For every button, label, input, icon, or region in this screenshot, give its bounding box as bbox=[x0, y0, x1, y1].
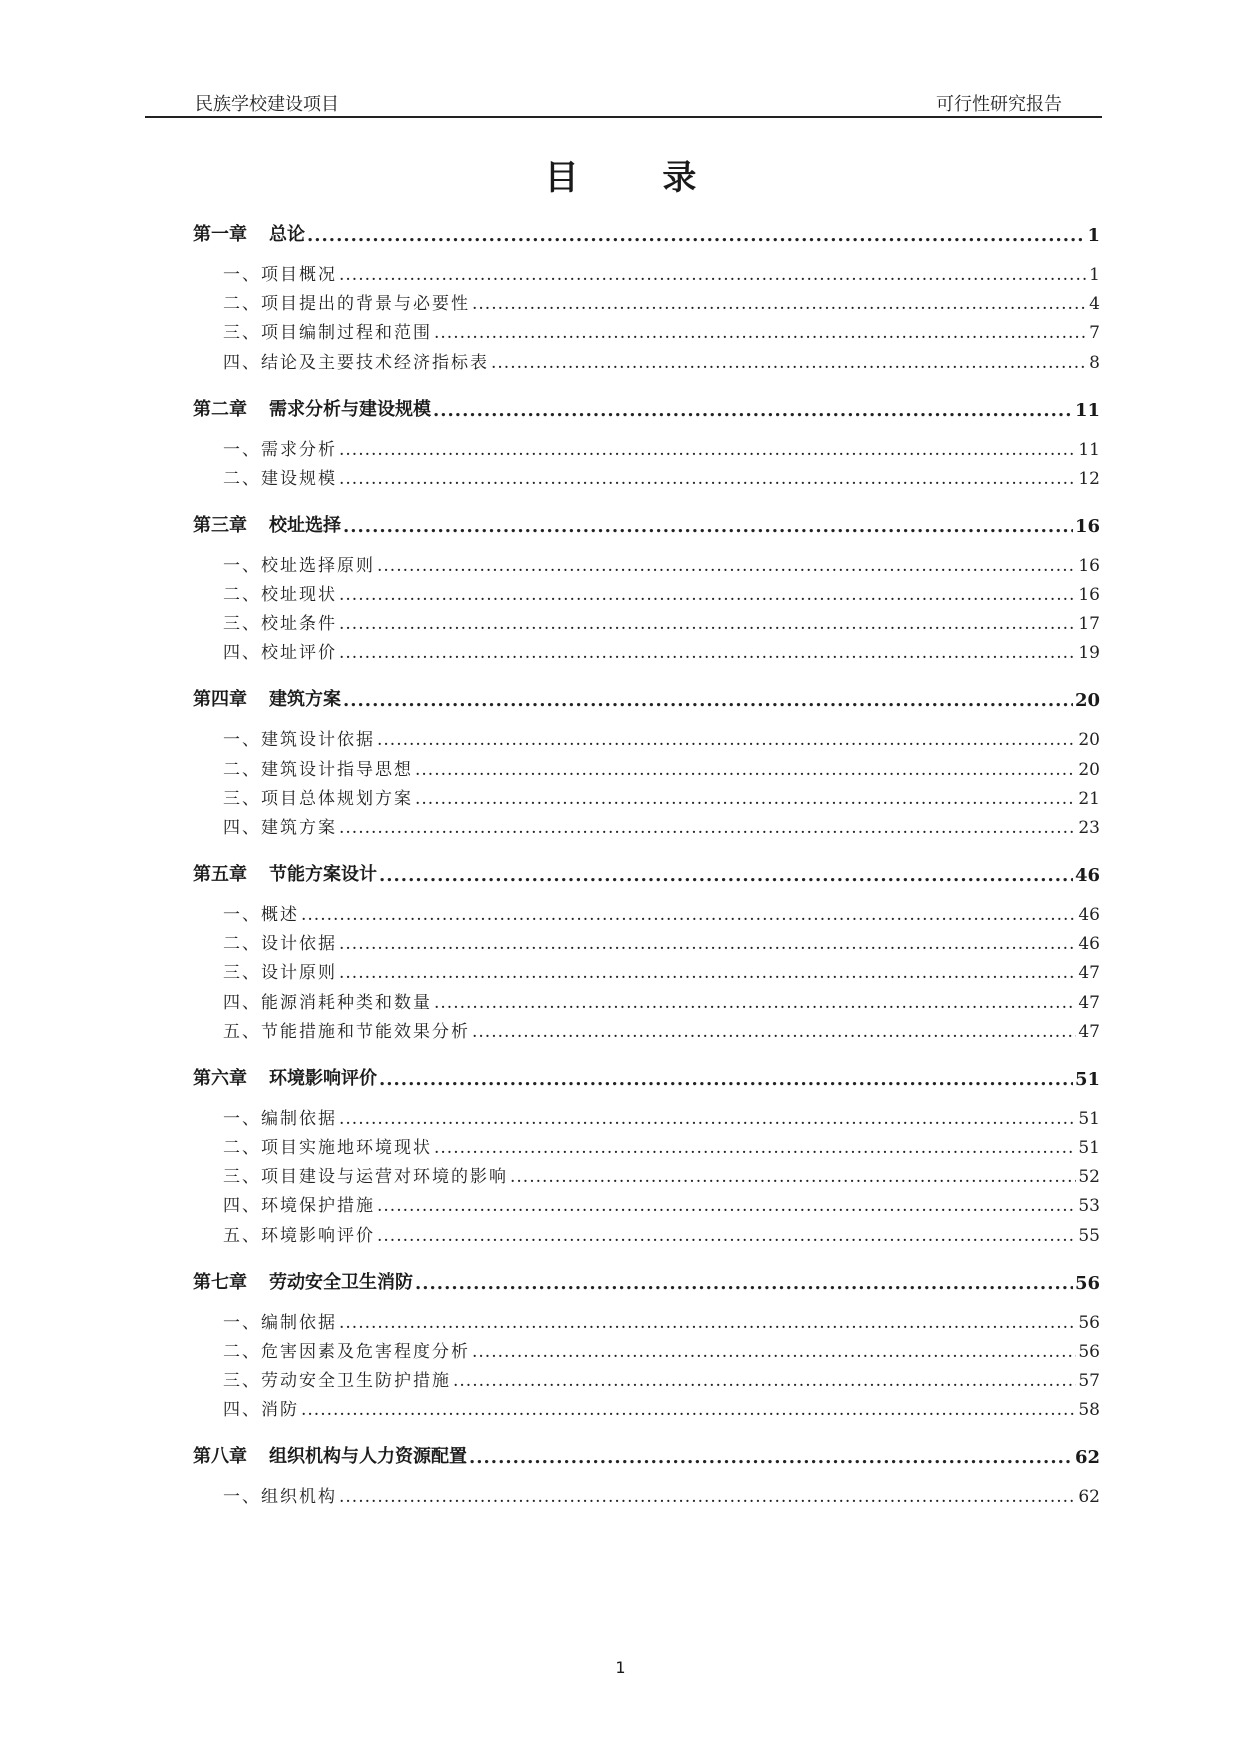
toc-entry-label: 三、设计原则 bbox=[223, 963, 337, 984]
toc-entry-label: 环境影响评价 bbox=[269, 1067, 377, 1089]
toc-entry-label: 一、建筑设计依据 bbox=[223, 730, 375, 751]
toc-entry-label: 二、项目实施地环境现状 bbox=[223, 1138, 432, 1158]
toc-page-number: 16 bbox=[1078, 585, 1100, 605]
toc-dot-leader bbox=[415, 1273, 1073, 1294]
toc-page-number: 58 bbox=[1078, 1400, 1100, 1421]
toc-dot-leader bbox=[377, 1196, 1076, 1216]
toc-page-number: 56 bbox=[1078, 1312, 1100, 1333]
toc-section-entry[interactable] bbox=[193, 348, 1100, 373]
toc-chapter-entry[interactable] bbox=[193, 220, 1100, 246]
toc-entry-label: 校址选择 bbox=[269, 514, 341, 536]
toc-section-entry[interactable] bbox=[193, 1337, 1100, 1362]
toc-entry-label: 四、环境保护措施 bbox=[223, 1196, 375, 1217]
toc-dot-leader bbox=[379, 1069, 1073, 1090]
toc-page-number: 20 bbox=[1078, 730, 1100, 751]
toc-section-entry[interactable] bbox=[193, 813, 1100, 838]
toc-entry-label: 二、建设规模 bbox=[223, 468, 337, 489]
toc-section-entry[interactable] bbox=[193, 1366, 1100, 1391]
toc-dot-leader bbox=[469, 1447, 1073, 1468]
toc-page-number: 20 bbox=[1074, 690, 1100, 712]
toc-section-entry[interactable] bbox=[193, 784, 1100, 809]
toc-page-number: 21 bbox=[1078, 788, 1100, 809]
toc-entry-label: 二、危害因素及危害程度分析 bbox=[223, 1341, 470, 1362]
toc-dot-leader bbox=[472, 1342, 1076, 1362]
toc-page-number: 57 bbox=[1078, 1371, 1100, 1391]
toc-section-entry[interactable] bbox=[193, 289, 1100, 314]
toc-page-number: 47 bbox=[1078, 1021, 1100, 1042]
toc-dot-leader bbox=[307, 225, 1085, 246]
toc-page-number: 46 bbox=[1074, 865, 1100, 886]
toc-dot-leader bbox=[339, 1313, 1076, 1333]
toc-entry-label: 二、校址现状 bbox=[223, 585, 337, 605]
toc-section-entry[interactable] bbox=[193, 1162, 1100, 1187]
toc-section-entry[interactable] bbox=[193, 638, 1100, 663]
toc-dot-leader bbox=[415, 760, 1076, 780]
toc-dot-leader bbox=[433, 400, 1073, 421]
toc-page-number: 56 bbox=[1074, 1272, 1100, 1294]
toc-page-number: 47 bbox=[1078, 992, 1100, 1013]
toc-page-number: 12 bbox=[1078, 468, 1100, 489]
toc-chapter-number: 第八章 bbox=[193, 1446, 247, 1468]
toc-entry-label: 节能方案设计 bbox=[269, 864, 377, 885]
toc-section-entry[interactable] bbox=[193, 435, 1100, 460]
toc-page-number: 11 bbox=[1078, 439, 1100, 460]
toc-entry-label: 三、劳动安全卫生防护措施 bbox=[223, 1371, 451, 1391]
toc-chapter-entry[interactable] bbox=[193, 1268, 1100, 1294]
toc-dot-leader bbox=[339, 440, 1076, 460]
toc-section-entry[interactable] bbox=[193, 464, 1100, 489]
toc-section-entry[interactable] bbox=[193, 551, 1100, 576]
toc-page-number: 62 bbox=[1074, 1447, 1100, 1469]
toc-section-entry[interactable] bbox=[193, 1308, 1100, 1333]
toc-chapter-number: 第二章 bbox=[193, 398, 247, 420]
toc-entry-label: 需求分析与建设规模 bbox=[269, 398, 431, 420]
toc-page-number: 16 bbox=[1078, 555, 1100, 576]
toc-dot-leader bbox=[339, 934, 1076, 954]
toc-dot-leader bbox=[434, 323, 1087, 343]
toc-entry-label: 二、项目提出的背景与必要性 bbox=[223, 294, 470, 315]
toc-section-entry[interactable] bbox=[193, 260, 1100, 285]
header-project-name: 民族学校建设项目 bbox=[195, 94, 339, 115]
toc-dot-leader bbox=[339, 818, 1076, 838]
toc-section-entry[interactable] bbox=[193, 1017, 1100, 1042]
toc-page-number: 7 bbox=[1089, 323, 1100, 344]
toc-entry-label: 三、项目编制过程和范围 bbox=[223, 323, 432, 344]
toc-chapter-number: 第六章 bbox=[193, 1067, 247, 1089]
toc-section-entry[interactable] bbox=[193, 1482, 1100, 1507]
toc-entry-label: 一、需求分析 bbox=[223, 439, 337, 460]
toc-section-entry[interactable] bbox=[193, 958, 1100, 983]
toc-entry-label: 一、项目概况 bbox=[223, 265, 337, 285]
toc-dot-leader bbox=[339, 1487, 1076, 1507]
toc-page-number: 1 bbox=[1087, 225, 1100, 246]
toc-section-entry[interactable] bbox=[193, 755, 1100, 780]
toc-chapter-number: 第一章 bbox=[193, 224, 247, 245]
toc-dot-leader bbox=[339, 614, 1076, 634]
toc-section-entry[interactable] bbox=[193, 1133, 1100, 1158]
toc-entry-label: 一、编制依据 bbox=[223, 1312, 337, 1333]
toc-dot-leader bbox=[301, 905, 1076, 925]
toc-dot-leader bbox=[379, 865, 1073, 886]
toc-entry-label: 二、设计依据 bbox=[223, 934, 337, 955]
toc-entry-label: 四、能源消耗种类和数量 bbox=[223, 992, 432, 1013]
toc-page-number: 19 bbox=[1078, 643, 1100, 664]
toc-chapter-entry[interactable] bbox=[193, 511, 1100, 537]
toc-entry-label: 一、编制依据 bbox=[223, 1108, 337, 1129]
toc-entry-label: 三、项目建设与运营对环境的影响 bbox=[223, 1167, 508, 1188]
toc-page-number: 4 bbox=[1089, 294, 1100, 315]
toc-dot-leader bbox=[415, 789, 1076, 809]
toc-entry-label: 三、项目总体规划方案 bbox=[223, 788, 413, 809]
toc-chapter-entry[interactable] bbox=[193, 685, 1100, 711]
toc-chapter-entry[interactable] bbox=[193, 860, 1100, 886]
toc-page-number: 11 bbox=[1074, 399, 1100, 421]
toc-chapter-number: 第四章 bbox=[193, 689, 247, 711]
toc-dot-leader bbox=[339, 643, 1076, 663]
header-report-type: 可行性研究报告 bbox=[936, 94, 1062, 115]
toc-page-number: 52 bbox=[1078, 1167, 1100, 1188]
toc-entry-label: 四、消防 bbox=[223, 1400, 299, 1421]
toc-page-number: 51 bbox=[1074, 1068, 1100, 1090]
toc-dot-leader bbox=[339, 963, 1076, 983]
toc-chapter-number: 第五章 bbox=[193, 864, 247, 885]
toc-dot-leader bbox=[301, 1400, 1076, 1420]
toc-section-entry[interactable] bbox=[193, 580, 1100, 605]
toc-chapter-entry[interactable] bbox=[193, 1442, 1100, 1468]
toc-page-number: 51 bbox=[1078, 1138, 1100, 1158]
toc-entry-label: 总论 bbox=[269, 224, 305, 245]
toc-entry-label: 建筑方案 bbox=[269, 689, 341, 711]
toc-chapter-number: 第七章 bbox=[193, 1271, 247, 1293]
toc-page-number: 46 bbox=[1078, 934, 1100, 955]
toc-section-entry[interactable] bbox=[193, 900, 1100, 925]
toc-dot-leader bbox=[434, 1138, 1076, 1158]
toc-entry-label: 劳动安全卫生消防 bbox=[269, 1271, 413, 1293]
toc-page-number: 8 bbox=[1089, 352, 1100, 373]
toc-dot-leader bbox=[339, 1109, 1076, 1129]
toc-entry-label: 四、结论及主要技术经济指标表 bbox=[223, 352, 489, 373]
toc-dot-leader bbox=[434, 993, 1076, 1013]
toc-page-number: 62 bbox=[1078, 1487, 1100, 1508]
toc-chapter-entry[interactable] bbox=[193, 1064, 1100, 1090]
toc-entry-label: 三、校址条件 bbox=[223, 614, 337, 635]
toc-dot-leader bbox=[339, 585, 1076, 605]
toc-section-entry[interactable] bbox=[193, 1104, 1100, 1129]
toc-page-number: 20 bbox=[1078, 759, 1100, 780]
toc-entry-label: 一、校址选择原则 bbox=[223, 555, 375, 576]
toc-section-entry[interactable] bbox=[193, 1395, 1100, 1420]
toc-entry-label: 四、建筑方案 bbox=[223, 818, 337, 838]
toc-entry-label: 组织机构与人力资源配置 bbox=[269, 1446, 467, 1468]
toc-section-entry[interactable] bbox=[193, 1191, 1100, 1216]
toc-entry-label: 一、概述 bbox=[223, 905, 299, 925]
page-number: 1 bbox=[615, 1658, 626, 1677]
toc-entry-label: 五、节能措施和节能效果分析 bbox=[223, 1021, 470, 1042]
toc-section-entry[interactable] bbox=[193, 609, 1100, 634]
toc-page-number: 17 bbox=[1078, 614, 1100, 635]
toc-page-number: 1 bbox=[1089, 265, 1100, 285]
toc-entry-label: 五、环境影响评价 bbox=[223, 1225, 375, 1246]
toc-title: 目 录 bbox=[544, 158, 733, 198]
toc-dot-leader bbox=[377, 556, 1076, 576]
toc-page-number: 46 bbox=[1078, 905, 1100, 925]
toc-entry-label: 二、建筑设计指导思想 bbox=[223, 759, 413, 780]
toc-dot-leader bbox=[339, 265, 1087, 285]
toc-chapter-number: 第三章 bbox=[193, 514, 247, 536]
toc-section-entry[interactable] bbox=[193, 318, 1100, 343]
toc-dot-leader bbox=[453, 1371, 1076, 1391]
toc-page-number: 23 bbox=[1078, 818, 1100, 838]
toc-section-entry[interactable] bbox=[193, 725, 1100, 750]
toc-dot-leader bbox=[343, 516, 1073, 537]
toc-dot-leader bbox=[510, 1167, 1076, 1187]
toc-dot-leader bbox=[377, 1226, 1076, 1246]
toc-section-entry[interactable] bbox=[193, 929, 1100, 954]
toc-page-number: 53 bbox=[1078, 1196, 1100, 1217]
toc-section-entry[interactable] bbox=[193, 988, 1100, 1013]
toc-page-number: 47 bbox=[1078, 963, 1100, 984]
toc-page-number: 51 bbox=[1078, 1108, 1100, 1129]
toc-dot-leader bbox=[339, 469, 1076, 489]
toc-chapter-entry[interactable] bbox=[193, 395, 1100, 421]
toc-entry-label: 一、组织机构 bbox=[223, 1487, 337, 1508]
page-header bbox=[145, 86, 1102, 118]
toc-page-number: 16 bbox=[1074, 515, 1100, 537]
toc-dot-leader bbox=[491, 353, 1087, 373]
toc-dot-leader bbox=[472, 1022, 1076, 1042]
toc-page-number: 55 bbox=[1078, 1225, 1100, 1246]
toc-page-number: 56 bbox=[1078, 1341, 1100, 1362]
toc-dot-leader bbox=[472, 294, 1087, 314]
toc-entry-label: 四、校址评价 bbox=[223, 643, 337, 664]
toc-dot-leader bbox=[343, 690, 1073, 711]
toc-dot-leader bbox=[377, 730, 1076, 750]
toc-section-entry[interactable] bbox=[193, 1221, 1100, 1246]
